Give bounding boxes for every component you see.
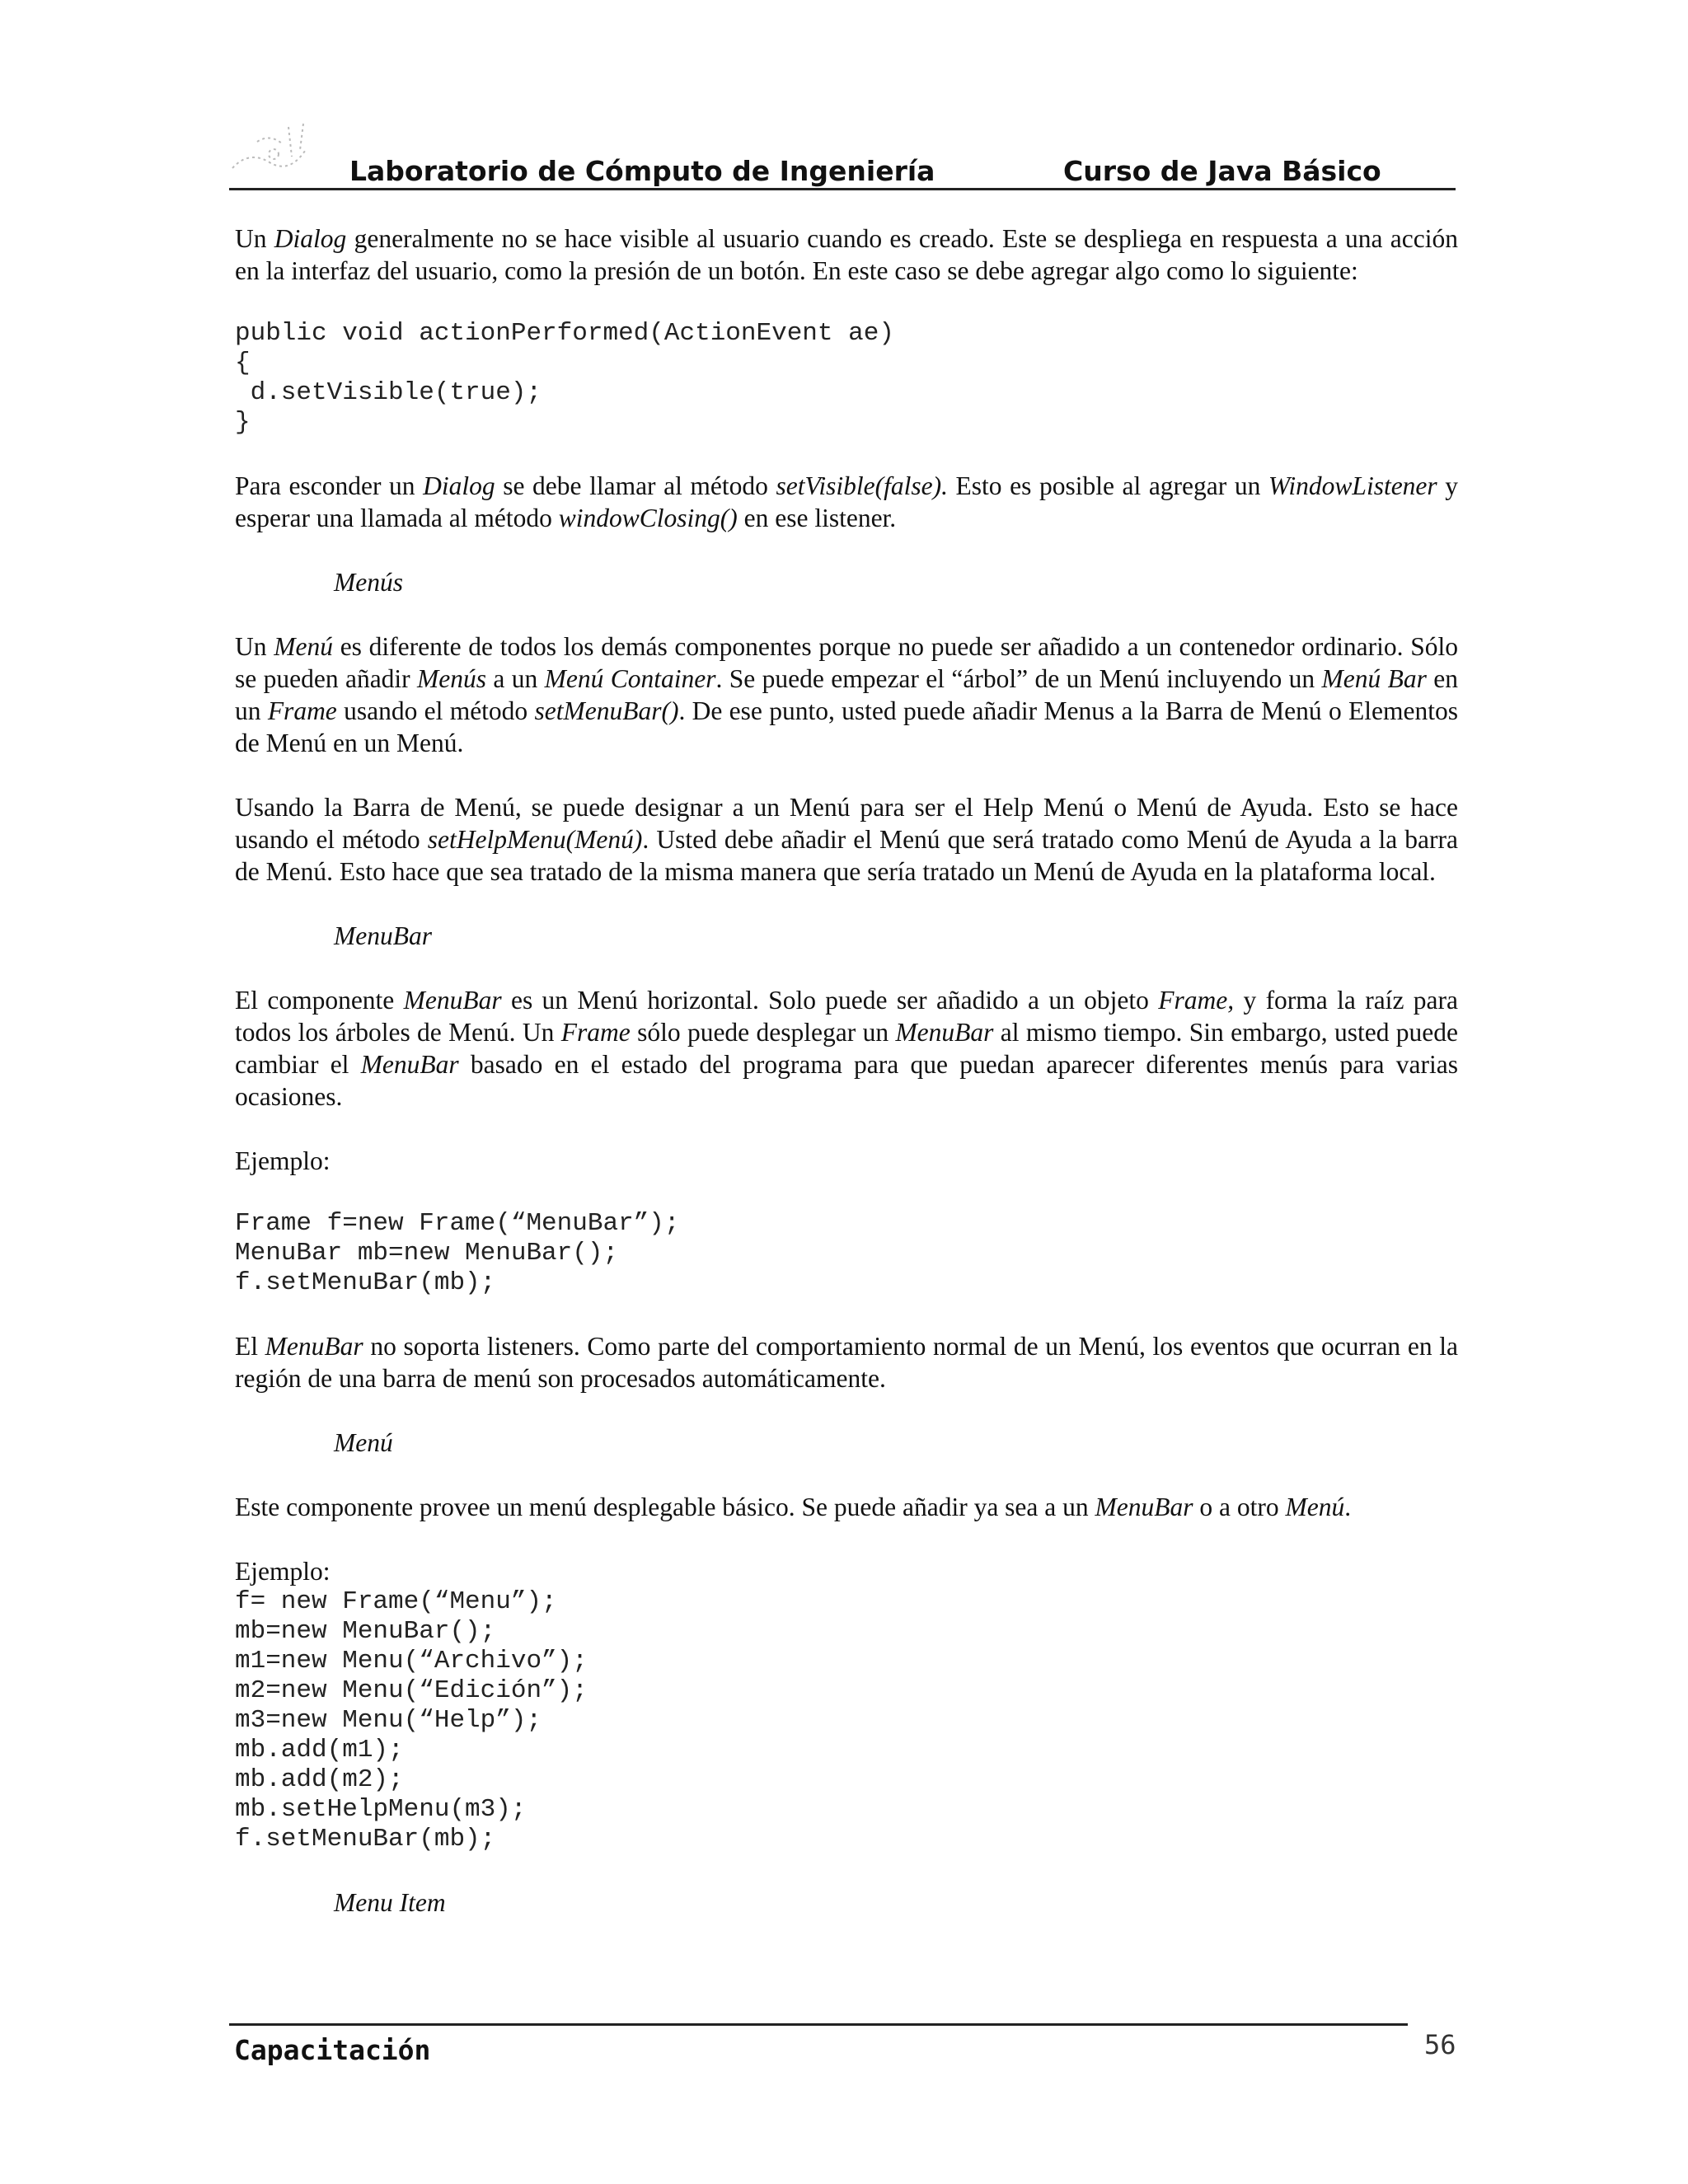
code-action-performed: public void actionPerformed(ActionEvent ae) { d.setVisible(true); }	[235, 319, 894, 437]
footer-label: Capacitación	[234, 2034, 431, 2066]
page-content	[235, 223, 1458, 1919]
example-label-1: Ejemplo:	[235, 1146, 331, 1175]
code-menubar-example: Frame f=new Frame(“MenuBar”); MenuBar mb=new MenuBar(); f.setMenuBar(mb);	[235, 1209, 680, 1297]
paragraph-menu-description: Un Menú es diferente de todos los demás componentes porque no puede ser añadido a un contenedor ordinario. Sólo se pueden añadir Menús a un Menú Container. Se puede empezar el “árbol” de un Menú incluyendo un Menú Bar en un Frame usando el método setMenuBar(). De ese punto, usted puede añadir Menus a la Barra de Menú o Elementos de Menú en un Menú.	[235, 632, 1459, 757]
paragraph-menubar-description: El componente MenuBar es un Menú horizontal. Solo puede ser añadido a un objeto Frame, y forma la raíz para todos los árboles de Menú. Un Frame sólo puede desplegar un MenuBar al mismo tiempo. Sin embargo, usted puede cambiar el MenuBar basado en el estado del programa para que puedan aparecer diferentes menús para varias ocasiones.	[235, 986, 1459, 1111]
paragraph-menu-component: Este componente provee un menú desplegable básico. Se puede añadir ya sea a un MenuBar o a otro Menú.	[235, 1493, 1352, 1521]
header-lab-title: Laboratorio de Cómputo de Ingeniería	[349, 155, 935, 187]
section-heading-menus: Menús	[334, 568, 403, 597]
page-footer	[229, 2023, 1408, 2066]
example-label-2: Ejemplo:	[235, 1557, 331, 1586]
code-menu-example: f= new Frame(“Menu”); mb=new MenuBar(); m1=new Menu(“Archivo”); m2=new Menu(“Edición”); m3=new Menu(“Help”); mb.add(m1); mb.add(m2); mb.setHelpMenu(m3); f.setMenuBar(mb);	[235, 1587, 588, 1854]
paragraph-menubar-listeners: El MenuBar no soporta listeners. Como parte del comportamiento normal de un Menú, los eventos que ocurran en la región de una barra de menú son procesados automáticamente.	[235, 1332, 1458, 1393]
paragraph-help-menu: Usando la Barra de Menú, se puede designar a un Menú para ser el Help Menú o Menú de Ayuda. Esto se hace usando el método setHelpMenu(Menú). Usted debe añadir el Menú que será tratado como Menú de Ayuda a la barra de Menú. Esto hace que sea tratado de la misma manera que sería tratado un Menú de Ayuda en la plataforma local.	[235, 793, 1458, 886]
page-number: 56	[1424, 2029, 1456, 2060]
paragraph-hide-dialog: Para esconder un Dialog se debe llamar al método setVisible(false). Esto es posible al agregar un WindowListener y esperar una llamada al método windowClosing() en ese listener.	[235, 471, 1458, 532]
section-heading-menubar: MenuBar	[334, 921, 432, 950]
page-header	[229, 152, 1456, 190]
section-heading-menu: Menú	[334, 1428, 393, 1457]
paragraph-dialog-visibility: Un Dialog generalmente no se hace visible al usuario cuando es creado. Este se despliega en respuesta a una acción en la interfaz del usuario, como la presión de un botón. En este caso se debe agregar algo como lo siguiente:	[235, 224, 1459, 285]
header-course-title: Curso de Java Básico	[1063, 155, 1381, 187]
section-heading-menu-item: Menu Item	[334, 1888, 446, 1917]
